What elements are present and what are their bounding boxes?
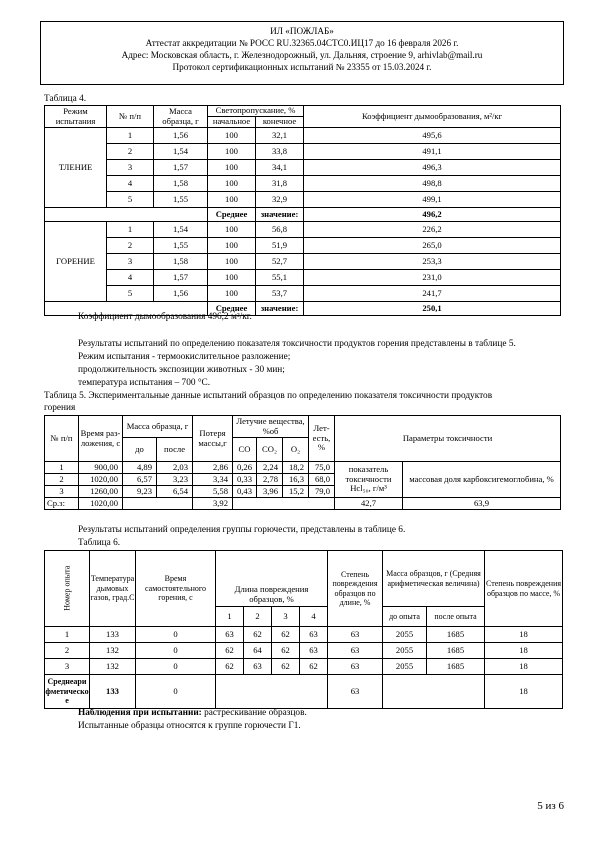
table-row-average	[45, 208, 561, 222]
t6-dm: 18	[485, 659, 563, 675]
t6-time: 0	[136, 659, 216, 675]
t6-avg-dm: 18	[485, 675, 563, 709]
t5-avg-blank	[123, 498, 193, 510]
t4-coef: 499,1	[304, 192, 561, 208]
table6-caption: Таблица 6.	[78, 538, 121, 548]
t5-h-co: CO	[233, 438, 257, 462]
t6-h-l4: 4	[300, 607, 328, 627]
table4-caption: Таблица 4.	[44, 94, 87, 104]
t4-light-end: 56,8	[256, 222, 304, 238]
t5-h-num: № п/п	[45, 416, 79, 462]
t4-light-end: 34,1	[256, 160, 304, 176]
t6-time: 0	[136, 627, 216, 643]
t5-h-hcl: показатель токсичности Hcl₅₀, г/м³	[335, 462, 403, 498]
t4-mass: 1,54	[154, 222, 208, 238]
t6-l3: 62	[272, 627, 300, 643]
t4-num: 5	[107, 192, 154, 208]
t5-h-volatile: Летучие вещества, %об	[233, 416, 309, 438]
t5-h-params: Параметры токсичности	[335, 416, 561, 462]
t6-temp: 133	[90, 627, 136, 643]
protocol-number: Протокол сертификационных испытаний № 23355 от 15.03.2024 г.	[172, 62, 432, 72]
t4-light-end: 55,1	[256, 270, 304, 286]
t4-mass: 1,58	[154, 254, 208, 270]
t5-before: 4,89	[123, 462, 157, 474]
lab-name: ИЛ «ПОЖЛАБ»	[270, 26, 334, 36]
accreditation: Аттестат аккредитации № РОСС RU.32365.04СТС0.ИЦ17 до 16 февраля 2026 г.	[145, 38, 459, 48]
t5-avg-loss: 3,92	[193, 498, 233, 510]
t4-mode: ТЛЕНИЕ	[45, 128, 107, 208]
t5-h-mass-before: до	[123, 438, 157, 462]
t5-co: 0,43	[233, 486, 257, 498]
t4-coef: 231,0	[304, 270, 561, 286]
t4-h-light-start: начальное	[208, 117, 256, 128]
t4-coef: 495,6	[304, 128, 561, 144]
t6-avg-temp: 133	[90, 675, 136, 709]
t4-mass: 1,55	[154, 192, 208, 208]
t4-avg-label2: значение:	[256, 302, 304, 316]
t4-mode: ГОРЕНИЕ	[45, 222, 107, 302]
t6-deg: 63	[328, 643, 383, 659]
t4-h-mode: Режим испытания	[45, 106, 107, 128]
tox-intro-1: Результаты испытаний по определению показателя токсичности продуктов горения представлены в таблице 5.	[78, 339, 516, 349]
t4-h-coef: Коэффициент дымообразования, м²/кг	[304, 106, 561, 128]
table5-caption-1: Таблица 5. Экспериментальные данные испытаний образцов по определению показателя токсичности продуктов	[44, 391, 493, 401]
t5-avg-blank2	[233, 498, 335, 510]
t6-l2: 63	[244, 659, 272, 675]
tox-intro-3: продолжительность экспозиции животных - 30 мин;	[78, 365, 285, 375]
table-row	[45, 144, 561, 160]
t4-mass: 1,54	[154, 144, 208, 160]
t6-l4: 63	[300, 627, 328, 643]
t5-lethal: 79,0	[309, 486, 335, 498]
t4-light-end: 52,7	[256, 254, 304, 270]
t4-light-start: 100	[208, 176, 256, 192]
t4-num: 3	[107, 254, 154, 270]
t5-h-lethal: Лет- есть, %	[309, 416, 335, 462]
t6-n: 3	[45, 659, 90, 675]
t4-avg-label2: значение:	[256, 208, 304, 222]
t6-l3: 62	[272, 643, 300, 659]
t6-h-mass-before: до опыта	[383, 607, 427, 627]
t4-light-start: 100	[208, 128, 256, 144]
table-row	[45, 643, 563, 659]
t5-before: 9,23	[123, 486, 157, 498]
t5-n: 2	[45, 474, 79, 486]
lab-address: Адрес: Московская область, г. Железнодорожный, ул. Дальняя, строение 9, arhivlab@mail.ru	[121, 50, 483, 60]
t6-after: 1685	[427, 643, 485, 659]
t6-l3: 62	[272, 659, 300, 675]
t4-coef: 265,0	[304, 238, 561, 254]
table-row-average	[45, 498, 561, 510]
table-row	[45, 462, 561, 474]
t4-num: 4	[107, 176, 154, 192]
t6-time: 0	[136, 643, 216, 659]
t4-light-end: 31,8	[256, 176, 304, 192]
t5-after: 3,23	[157, 474, 193, 486]
t4-num: 1	[107, 222, 154, 238]
t6-avg-label: Среднеарифметическое	[45, 675, 90, 709]
t4-mass: 1,55	[154, 238, 208, 254]
t4-light-end: 32,1	[256, 128, 304, 144]
t4-light-start: 100	[208, 270, 256, 286]
t6-l2: 62	[244, 627, 272, 643]
t5-h-time: Время раз- ложения, с	[79, 416, 123, 462]
t5-n: 1	[45, 462, 79, 474]
document-header	[40, 21, 564, 85]
t4-h-light-end: конечное	[256, 117, 304, 128]
t6-before: 2055	[383, 643, 427, 659]
t4-mass: 1,58	[154, 176, 208, 192]
t4-coef: 253,3	[304, 254, 561, 270]
t4-avg-value: 250,1	[304, 302, 561, 316]
t5-loss: 2,86	[193, 462, 233, 474]
t5-h-carboxy: массовая доля карбоксигемоглобина, %	[403, 462, 561, 498]
t5-after: 2,03	[157, 462, 193, 474]
t5-o2: 16,3	[283, 474, 309, 486]
t4-light-end: 32,9	[256, 192, 304, 208]
table4	[44, 105, 561, 316]
t6-h-num: Номер опыта	[45, 551, 90, 627]
t5-loss: 3,34	[193, 474, 233, 486]
t4-light-start: 100	[208, 254, 256, 270]
t6-h-temp: Температура дымовых газов, град.С	[90, 551, 136, 627]
t6-h-mass-after: после опыта	[427, 607, 485, 627]
t6-temp: 132	[90, 659, 136, 675]
table5-caption-2: горения	[44, 403, 76, 413]
tox-intro-2: Режим испытания - термоокислительное разложение;	[78, 352, 291, 362]
t4-light-start: 100	[208, 222, 256, 238]
t4-num: 2	[107, 238, 154, 254]
observation	[78, 707, 307, 719]
t6-h-l2: 2	[244, 607, 272, 627]
t5-h-mass: Масса образца, г	[123, 416, 193, 438]
t6-before: 2055	[383, 659, 427, 675]
t4-num: 5	[107, 286, 154, 302]
t6-l2: 64	[244, 643, 272, 659]
t6-deg: 63	[328, 659, 383, 675]
t5-h-loss: Потеря массы,г	[193, 416, 233, 462]
t6-h-length: Длина повреждения образцов, %	[216, 551, 328, 607]
t4-h-mass: Масса образца, г	[154, 106, 208, 128]
t5-lethal: 75,0	[309, 462, 335, 474]
tox-intro-4: температура испытания – 700 °С.	[78, 378, 211, 388]
t5-h-mass-after: после	[157, 438, 193, 462]
table-row	[45, 659, 563, 675]
table-row	[45, 176, 561, 192]
table-row	[45, 128, 561, 144]
t4-mass: 1,56	[154, 128, 208, 144]
t5-avg-label: Ср.з:	[45, 498, 79, 510]
t4-num: 1	[107, 128, 154, 144]
t4-light-start: 100	[208, 160, 256, 176]
t4-num: 4	[107, 270, 154, 286]
t4-num: 2	[107, 144, 154, 160]
table-row	[45, 160, 561, 176]
t6-n: 2	[45, 643, 90, 659]
t4-light-end: 51,9	[256, 238, 304, 254]
table-row	[45, 192, 561, 208]
t5-after: 6,54	[157, 486, 193, 498]
t4-mass: 1,57	[154, 270, 208, 286]
t6-h-l3: 3	[272, 607, 300, 627]
page-number: 5 из 6	[537, 800, 564, 812]
t5-co2: 2,78	[257, 474, 283, 486]
t5-o2: 18,2	[283, 462, 309, 474]
t6-l1: 63	[216, 627, 244, 643]
table-row	[45, 254, 561, 270]
t5-co: 0,33	[233, 474, 257, 486]
t6-dm: 18	[485, 643, 563, 659]
t4-light-end: 33,8	[256, 144, 304, 160]
t4-light-start: 100	[208, 192, 256, 208]
t5-co2: 2,24	[257, 462, 283, 474]
t4-coef: 226,2	[304, 222, 561, 238]
t6-dm: 18	[485, 627, 563, 643]
conclusion: Испытанные образцы относятся к группе горючести Г1.	[78, 721, 301, 731]
t4-coef: 496,3	[304, 160, 561, 176]
t6-avg-blank	[216, 675, 328, 709]
t4-avg-blank	[45, 208, 208, 222]
t6-avg-deg: 63	[328, 675, 383, 709]
t6-h-degree-len: Степень повреждения образцов по длине, %	[328, 551, 383, 627]
t5-avg-carboxy: 63,9	[403, 498, 561, 510]
t4-light-end: 53,7	[256, 286, 304, 302]
observation-text: растрескивание образцов.	[201, 708, 307, 718]
t4-avg-label: Среднее	[208, 302, 256, 316]
t5-h-co2: CO₂	[257, 438, 283, 462]
table6	[44, 550, 563, 709]
t4-h-num: № п/п	[107, 106, 154, 128]
t6-avg-time: 0	[136, 675, 216, 709]
table-row	[45, 627, 563, 643]
t5-time: 1020,00	[79, 474, 123, 486]
t6-deg: 63	[328, 627, 383, 643]
t6-n: 1	[45, 627, 90, 643]
table-row	[45, 222, 561, 238]
t6-l1: 62	[216, 643, 244, 659]
t4-light-start: 100	[208, 144, 256, 160]
t5-n: 3	[45, 486, 79, 498]
t4-coef: 498,8	[304, 176, 561, 192]
table-row-average	[45, 675, 563, 709]
table-row	[45, 270, 561, 286]
t6-h-l1: 1	[216, 607, 244, 627]
observation-label: Наблюдения при испытании:	[78, 708, 202, 718]
t6-temp: 132	[90, 643, 136, 659]
table6-intro: Результаты испытаний определения группы горючести, представлены в таблице 6.	[78, 525, 406, 535]
t6-h-degree-mass: Степень повреждения образцов по массе, %	[485, 551, 563, 627]
t5-h-o2: O₂	[283, 438, 309, 462]
t5-loss: 5,58	[193, 486, 233, 498]
t5-time: 1260,00	[79, 486, 123, 498]
t6-after: 1685	[427, 627, 485, 643]
t5-co2: 3,96	[257, 486, 283, 498]
t6-after: 1685	[427, 659, 485, 675]
table-row	[45, 238, 561, 254]
table5	[44, 415, 561, 510]
t4-h-light: Светопропускание, %	[208, 106, 304, 117]
t5-lethal: 68,0	[309, 474, 335, 486]
t4-num: 3	[107, 160, 154, 176]
t5-avg-hcl: 42,7	[335, 498, 403, 510]
t5-time: 900,00	[79, 462, 123, 474]
table4-note: Коэффициент дымообразования 496,2 м²/кг.	[78, 312, 252, 322]
t6-l4: 63	[300, 643, 328, 659]
t4-coef: 491,1	[304, 144, 561, 160]
t6-l1: 62	[216, 659, 244, 675]
t4-mass: 1,57	[154, 160, 208, 176]
t4-light-start: 100	[208, 238, 256, 254]
t4-avg-label: Среднее	[208, 208, 256, 222]
t5-co: 0,26	[233, 462, 257, 474]
t5-o2: 15,2	[283, 486, 309, 498]
t5-avg-time: 1020,00	[79, 498, 123, 510]
t4-light-start: 100	[208, 286, 256, 302]
t5-before: 6,57	[123, 474, 157, 486]
t6-l4: 62	[300, 659, 328, 675]
table-row	[45, 286, 561, 302]
t6-h-mass: Масса образцов, г (Средняя арифметическая величина)	[383, 551, 485, 607]
t6-h-time: Время самостоятельного горения, с	[136, 551, 216, 627]
t4-coef: 241,7	[304, 286, 561, 302]
t4-avg-value: 496,2	[304, 208, 561, 222]
t6-before: 2055	[383, 627, 427, 643]
t4-mass: 1,56	[154, 286, 208, 302]
t6-avg-blank2	[383, 675, 485, 709]
